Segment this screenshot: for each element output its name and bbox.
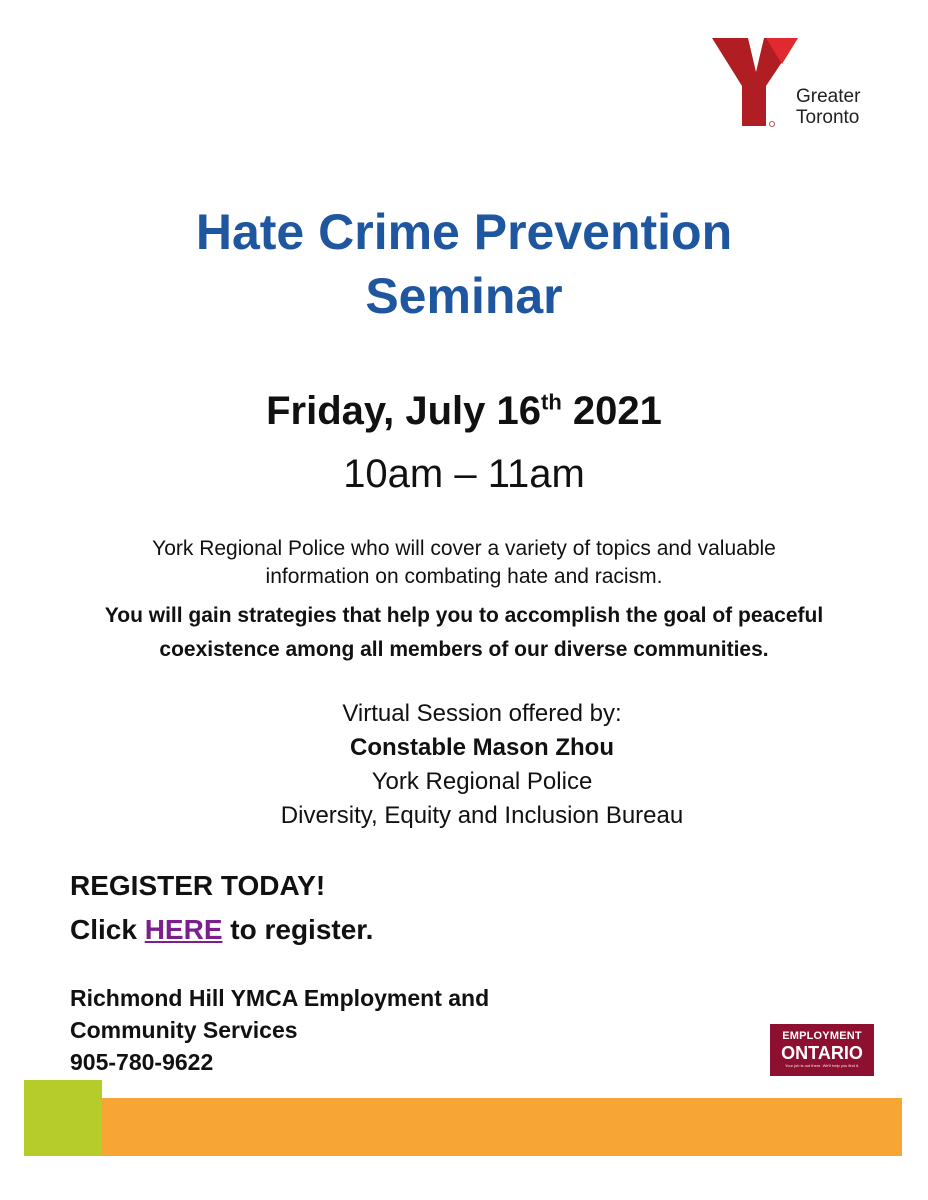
register-suffix: to register. xyxy=(222,914,374,945)
logo-text-toronto: Toronto xyxy=(796,107,860,128)
page-title xyxy=(0,200,928,328)
description-line2: information on combating hate and racism. xyxy=(265,565,663,588)
description-bold-line1: You will gain strategies that help you to accomplish the goal of peaceful xyxy=(104,604,824,627)
register-prefix: Click xyxy=(70,914,145,945)
presenter-org: York Regional Police xyxy=(371,768,593,795)
presenter-bureau: Diversity, Equity and Inclusion Bureau xyxy=(280,802,684,829)
register-section xyxy=(70,864,373,952)
logo-text-greater: Greater xyxy=(796,86,861,107)
eo-line1: EMPLOYMENT xyxy=(782,1030,862,1042)
title-line2: Seminar xyxy=(365,268,563,324)
date-prefix: Friday, July 16 xyxy=(266,389,542,433)
ymca-logo-text xyxy=(796,86,860,128)
eo-tagline: Your job is out there. We'll help you find it. xyxy=(784,1063,860,1068)
ymca-logo xyxy=(710,36,800,128)
event-date xyxy=(0,386,928,436)
description-bold xyxy=(20,599,908,667)
date-suffix: th xyxy=(541,389,562,415)
contact-info xyxy=(70,982,489,1078)
eo-line2: ONTARIO xyxy=(781,1043,863,1063)
description xyxy=(30,535,898,591)
footer-green-square xyxy=(24,1080,102,1156)
event-time: 10am – 11am xyxy=(343,452,585,496)
contact-line2: Community Services xyxy=(70,1017,298,1043)
contact-line1: Richmond Hill YMCA Employment and xyxy=(70,985,490,1011)
footer-orange-bar xyxy=(102,1098,902,1156)
title-line1: Hate Crime Prevention xyxy=(195,204,733,260)
employment-ontario-logo xyxy=(770,1024,874,1076)
description-bold-line2: coexistence among all members of our diverse communities. xyxy=(159,638,769,661)
presenter-name: Constable Mason Zhou xyxy=(350,734,614,761)
register-line xyxy=(70,908,373,952)
register-link[interactable]: HERE xyxy=(144,914,223,945)
offered-intro: Virtual Session offered by: xyxy=(342,700,622,727)
description-line1: York Regional Police who will cover a variety of topics and valuable xyxy=(152,537,776,560)
register-heading: REGISTER TODAY! xyxy=(70,870,326,901)
date-year: 2021 xyxy=(561,389,662,433)
contact-phone: 905-780-9622 xyxy=(70,1049,214,1075)
offered-by xyxy=(0,697,928,833)
